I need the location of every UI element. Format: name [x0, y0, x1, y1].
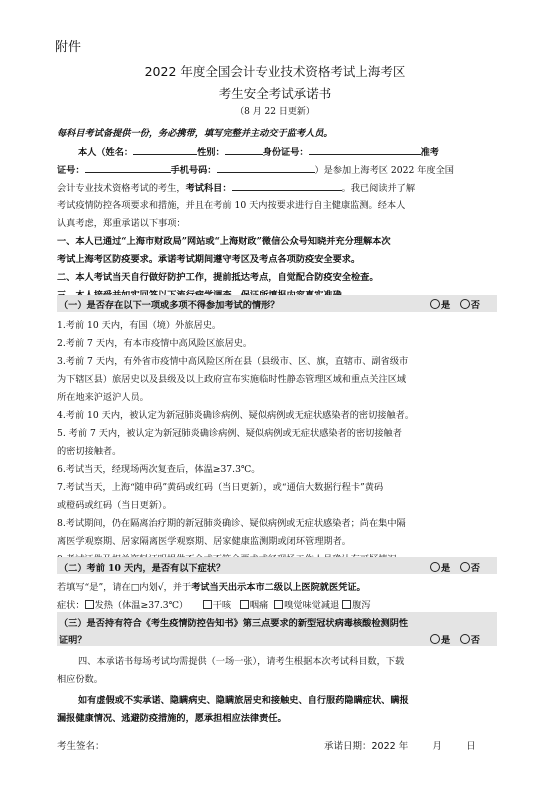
list-item: 1.考前 10 天内，有国（境）外旅居史。 [57, 320, 222, 331]
identity-suffix: ）是参加上海考区 2022 年度全国 [314, 165, 454, 176]
gender-field[interactable] [225, 143, 263, 155]
commitment-1-line-1: 一、本人已通过“上海市财政局”网站或“上海财政”微信公众号知晓并充分理解本次 [57, 236, 391, 247]
id-number-field[interactable] [309, 143, 421, 155]
section-1-no-label: 否 [470, 300, 480, 311]
admission-label: 准考 [420, 147, 439, 158]
symptom-checkbox-dry-cough[interactable] [203, 600, 212, 609]
identity-line-3-prefix: 会计专业技术资格考试的考生， [57, 183, 186, 194]
symptom-label: 症状： [57, 600, 85, 611]
list-item: 为下辖区县）旅居史以及县级及以上政府宣布实施临时性静态管理区域和重点关注区域 [57, 374, 407, 385]
identity-line-1 [78, 143, 439, 158]
section-2-question: （二）考前 10 天内，是否有以下症状？ [59, 563, 226, 574]
section-3-no-radio[interactable] [460, 634, 470, 644]
section-2-instruction-bold: 考试当天出示本市二级以上医院就医凭证。 [191, 582, 366, 593]
section-2-instruction [57, 579, 366, 593]
symptom-smell-taste-label: 嗅觉味觉减退 [284, 600, 340, 611]
subject-label: 考试科目： [185, 183, 232, 194]
list-item: 离医学观察期、居家隔离医学观察期、居家健康监测期或闭环管理期者。 [57, 536, 351, 547]
section-2-yes-label: 是 [441, 563, 451, 574]
section-1-no-radio[interactable] [460, 299, 470, 309]
identity-line-3-suffix: 。我已阅读并了解 [341, 183, 416, 194]
identity-line-4: 考试疫情防控各项要求和措施，并且在考前 10 天内按要求进行自主健康监测。经本人 [57, 200, 406, 211]
symptom-checkbox-smell-taste[interactable] [274, 600, 283, 609]
section-2-instruction-text: 若填写“是”，请在□内划√，并于 [57, 582, 192, 593]
warning-line-1: 如有虚假或不实承诺、隐瞒病史、隐瞒旅居史和接触史、自行服药隐瞒症状、瞒报 [78, 695, 409, 706]
warning-line-2: 漏报健康情况、逃避防疫措施的，愿承担相应法律责任。 [57, 713, 287, 724]
section-3-yes-radio[interactable] [430, 634, 440, 644]
identity-line-2 [57, 161, 454, 176]
name-label: 本人（姓名： [78, 147, 134, 158]
admission-label-cont: 证号： [57, 165, 85, 176]
symptom-row [57, 597, 371, 611]
section-1-yes-label: 是 [441, 300, 451, 311]
section-2-no-label: 否 [470, 563, 480, 574]
section-3-question-line-2: 证明？ [59, 635, 87, 646]
phone-field[interactable] [217, 161, 315, 173]
document-title: 2022 年度全国会计专业技术资格考试上海考区 [144, 64, 406, 79]
attachment-label: 附件 [55, 40, 82, 55]
list-item: 或橙码或红码（当日更新）。 [57, 500, 172, 511]
list-item: 8.考试期间，仍在隔离治疗期的新冠肺炎确诊、疑似病例或无症状感染者；尚在集中隔 [57, 518, 406, 529]
section-3-yes-label: 是 [441, 635, 451, 646]
signature-label: 考生签名： [57, 741, 105, 752]
list-item: 7.考试当天，上海“随申码”黄码或红码（当日更新），或“通信大数据行程卡”黄码 [57, 482, 384, 493]
section-1-yes-radio[interactable] [430, 299, 440, 309]
list-item: 4.考前 10 天内，被认定为新冠肺炎确诊病例、疑似病例或无症状感染者的密切接触者。 [57, 410, 415, 421]
symptom-checkbox-fever[interactable] [85, 600, 94, 609]
symptom-diarrhea-label: 腹泻 [352, 600, 371, 611]
list-item: 6.考试当天，经现场两次复查后，体温≥37.3℃。 [57, 464, 261, 475]
update-note: （8 月 22 日更新） [235, 107, 315, 117]
symptom-dry-cough-label: 干咳 [212, 600, 232, 611]
section-3-options [430, 632, 480, 646]
para-4-line-2: 相应份数。 [57, 674, 103, 685]
list-item: 所在地来沪返沪人员。 [57, 392, 149, 403]
list-item: 2.考前 7 天内，有本市疫情中高风险区旅居史。 [57, 338, 253, 349]
commitment-1-line-2: 考试上海考区防疫要求。承诺考试期间遵守考区及考点各项防疫安全要求。 [57, 254, 361, 265]
section-1-options [430, 297, 480, 311]
phone-label: 手机号码： [170, 165, 217, 176]
section-2-yes-radio[interactable] [430, 562, 440, 572]
symptom-checkbox-diarrhea[interactable] [342, 600, 351, 609]
list-item: 的密切接触者。 [57, 446, 122, 457]
date-month-label: 月 [432, 741, 442, 752]
section-2-options [430, 560, 480, 574]
list-item: 5. 考前 7 天内，被认定为新冠肺炎确诊病例、疑似病例或无症状感染者的密切接触者 [57, 428, 402, 439]
document-subtitle: 考生安全考试承诺书 [218, 86, 332, 101]
symptom-checkbox-sore-throat[interactable] [240, 600, 249, 609]
subject-field[interactable] [232, 179, 342, 191]
admission-number-field[interactable] [85, 161, 171, 173]
date-day-label: 日 [466, 741, 476, 752]
list-item: 3.考前 7 天内，有外省市疫情中高风险区所在县（县级市、区、旗，直辖市、副省级市 [57, 356, 409, 367]
date-year-label: 承诺日期：2022 年 [324, 741, 409, 752]
para-4-line-1: 四、本承诺书每场考试均需提供（一场一张），请考生根据本次考试科目数，下载 [78, 656, 405, 667]
identity-line-5: 认真考虑，郑重承诺以下事项： [57, 218, 186, 229]
gender-label: 性别： [197, 147, 225, 158]
section-1-question: （一）是否存在以下一项或多项不得参加考试的情形？ [59, 300, 280, 311]
section-3-question-line-1: （三）是否持有符合《考生疫情防控告知书》第三点要求的新型冠状病毒核酸检测阴性 [59, 618, 409, 629]
symptom-sore-throat-label: 咽痛 [249, 600, 269, 611]
identity-line-3 [57, 179, 415, 194]
id-number-label: 身份证号： [262, 147, 309, 158]
section-3-no-label: 否 [470, 635, 480, 646]
section-2-no-radio[interactable] [460, 562, 470, 572]
symptom-fever-label: 发热（体温≥37.3℃） [94, 600, 189, 611]
commitment-2: 二、本人考试当天自行做好防护工作，提前抵达考点，自觉配合防疫安全检查。 [57, 272, 379, 283]
commitment-date [324, 738, 476, 752]
name-field[interactable] [133, 143, 197, 155]
notice-text: 每科目考试备提供一份，务必携带，填写完整并主动交于监考人员。 [57, 128, 333, 139]
